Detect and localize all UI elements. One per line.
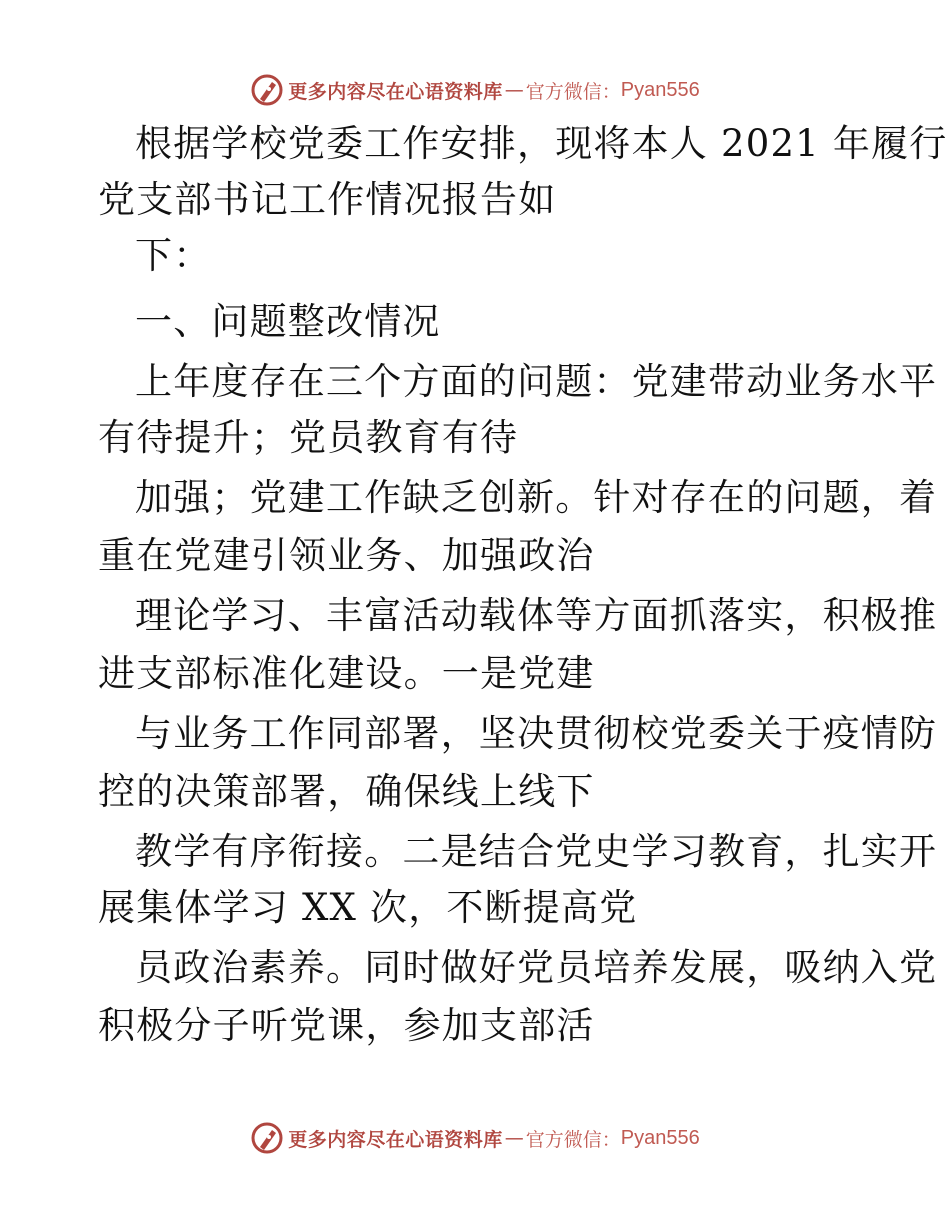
text-line: 下： [135, 234, 212, 277]
pen-nib-logo-icon [250, 1121, 284, 1155]
text-line: 重在党建引领业务、加强政治 [98, 534, 595, 577]
text-line: 上年度存在三个方面的问题：党建带动业务水平 [135, 360, 938, 403]
watermark-wechat-id: Pyan556 [620, 1126, 700, 1149]
text-line: 进支部标准化建设。一是党建 [98, 652, 595, 695]
watermark-header [0, 70, 950, 110]
watermark-official-label: 官方微信： [525, 1128, 621, 1151]
text-line: 有待提升；党员教育有待 [98, 416, 519, 459]
text-line: 员政治素养。同时做好党员培养发展，吸纳入党 [135, 946, 938, 989]
text-line: 积极分子听党课，参加支部活 [98, 1004, 595, 1047]
watermark-dash: — [504, 79, 524, 101]
watermark-main-text: 更多内容尽在心语资料库 [288, 1128, 503, 1151]
watermark-main-text: 更多内容尽在心语资料库 [288, 80, 503, 103]
pen-nib-logo-icon [250, 73, 284, 107]
text-line: 展集体学习 XX 次，不断提高党 [98, 886, 638, 929]
watermark-wechat-id: Pyan556 [620, 78, 700, 101]
text-line: 理论学习、丰富活动载体等方面抓落实，积极推 [135, 594, 938, 637]
watermark-footer [0, 1118, 950, 1158]
watermark-dash: — [504, 1127, 524, 1149]
text-line: 加强；党建工作缺乏创新。针对存在的问题，着 [135, 476, 938, 519]
text-line: 与业务工作同部署，坚决贯彻校党委关于疫情防 [135, 712, 938, 755]
text-line: 控的决策部署，确保线上线下 [98, 770, 595, 813]
section-heading: 一、问题整改情况 [135, 300, 441, 343]
text-line: 党支部书记工作情况报告如 [98, 178, 557, 221]
text-line: 根据学校党委工作安排，现将本人 2021 年履行 [135, 122, 948, 165]
text-line: 教学有序衔接。二是结合党史学习教育，扎实开 [135, 830, 938, 873]
watermark-official-label: 官方微信： [525, 80, 621, 103]
